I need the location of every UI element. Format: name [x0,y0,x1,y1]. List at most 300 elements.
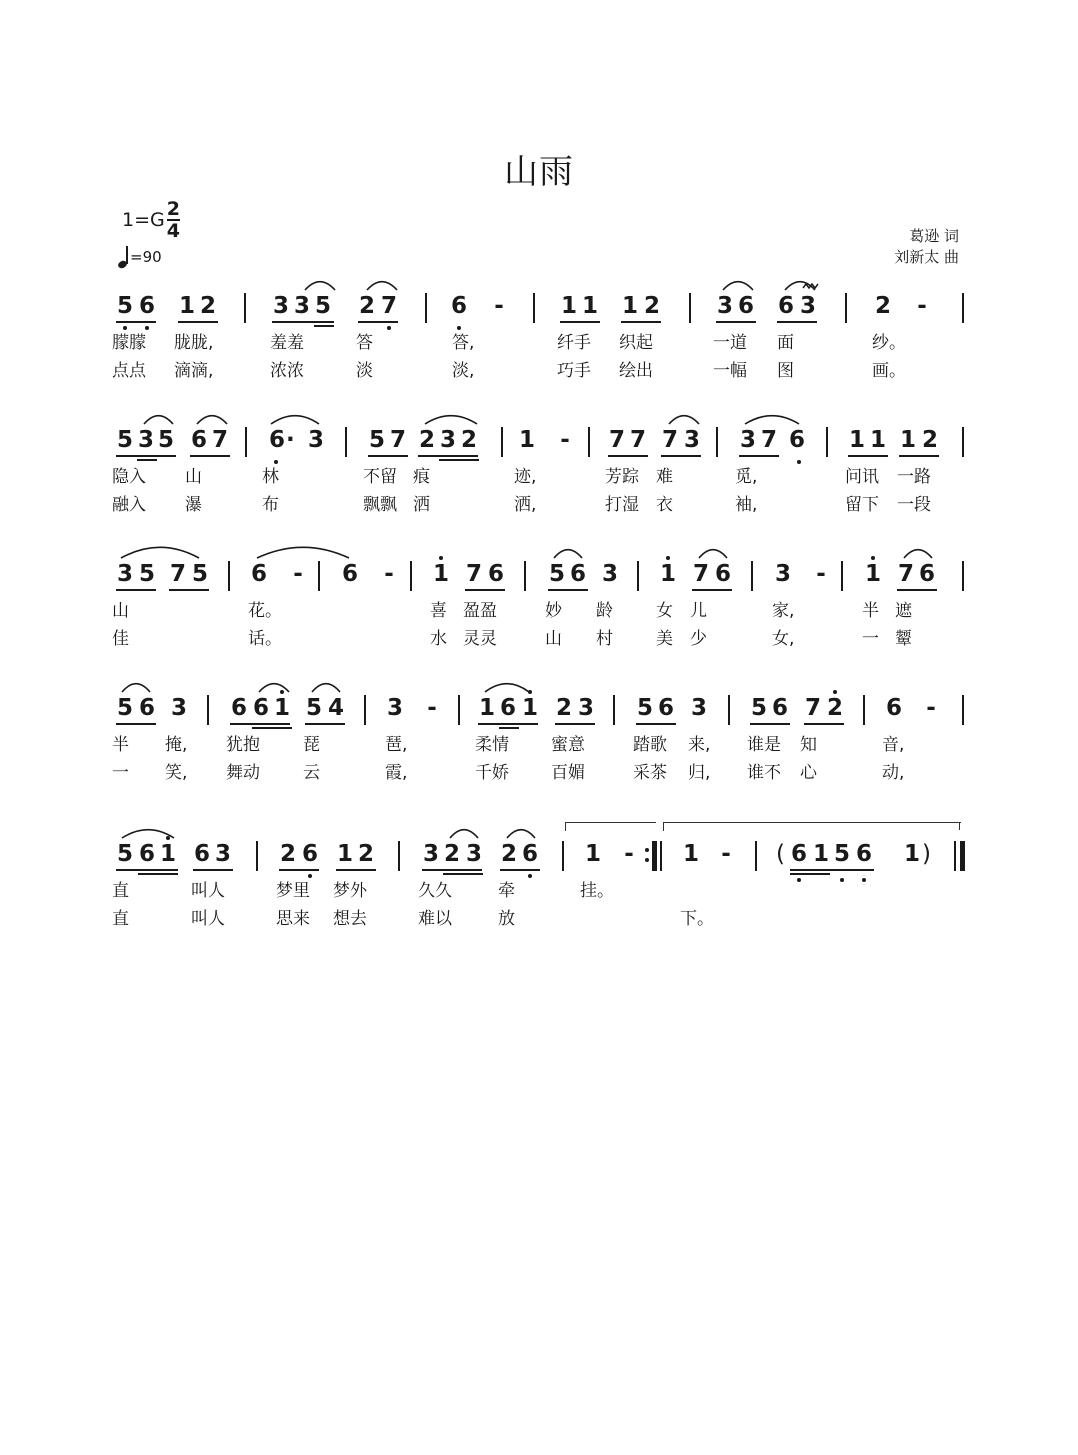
note: 6 [788,427,805,453]
lyric-verse-1: 纱。 [872,333,906,353]
duration-underline [804,723,844,725]
bar-line [207,695,209,725]
duration-underline [739,455,779,457]
note: 6 [918,561,935,587]
lyric-verse-2: 千娇 [475,763,509,783]
octave-dot [528,874,532,878]
lyric-verse-2: 浓浓 [270,361,304,381]
note: 2 [358,293,375,319]
lyric-verse-1: 梦里 [276,881,310,901]
lyric-verse-1: 半 [112,735,129,755]
lyric-verse-1: 女 [656,601,673,621]
note: 6 [657,695,674,721]
note: 1 [159,841,176,867]
bar-line [245,427,247,457]
note: 7 [804,695,821,721]
key-signature [122,200,180,240]
duration-underline [621,321,661,323]
bar-line [244,293,246,323]
lyric-verse-2: 佳 [112,629,129,649]
lyric-verse-2: 瀑 [185,495,202,515]
note: - [384,561,394,587]
note: 6 [268,427,285,453]
note: 2 [874,293,891,319]
lyric-verse-2: 一段 [897,495,931,515]
slur [698,548,728,559]
duration-underline [750,723,790,725]
composer-credit: 刘新太 曲 [894,248,959,266]
note: 5 [116,695,133,721]
lyric-verse-1: 音, [882,735,905,755]
duration-underline [560,321,600,323]
lyric-verse-1: 谁是 [747,735,781,755]
duration-underline [777,321,817,323]
bar-line [845,293,847,323]
note: 2 [826,695,843,721]
lyric-verse-1: 一路 [897,467,931,487]
duration-underline [314,325,334,327]
note: - [624,841,634,867]
lyric-verse-2: 巧手 [557,361,591,381]
lyric-verse-1: 难 [656,467,673,487]
slur [506,828,536,839]
note: 1 [518,427,535,453]
lyric-verse-2: 山 [545,629,562,649]
time-bottom: 4 [166,220,180,242]
lyric-verse-2: 一幅 [713,361,747,381]
note: 5 [368,427,385,453]
song-title: 山雨 [504,152,574,192]
bar-line [716,427,718,457]
note: 2 [921,427,938,453]
duration-underline [848,455,888,457]
lyric-verse-2: 灵灵 [463,629,497,649]
lyric-verse-1: 踏歌 [633,735,667,755]
lyric-verse-2: 融入 [112,495,146,515]
duration-underline [169,589,209,591]
lyric-verse-2: 画。 [872,361,906,381]
slur [722,280,754,291]
final-bar-line [954,841,956,871]
note: 1 [682,841,699,867]
lyric-verse-2: 话。 [248,629,282,649]
lyric-verse-1: 纤手 [557,333,591,353]
credits [894,226,959,268]
note: 1 [581,293,598,319]
note: 3 [799,293,816,319]
duration-underline [418,455,478,457]
lyric-verse-2: 图 [777,361,794,381]
note: 5 [548,561,565,587]
note: 7 [661,427,678,453]
lyric-verse-1: 梦外 [333,881,367,901]
note: 6 [190,427,207,453]
lyric-verse-2: 直 [112,909,129,929]
note: 3 [716,293,733,319]
lyric-verse-1: 林 [262,467,279,487]
duration-underline [500,869,540,871]
note: 1 [903,841,920,867]
lyric-verse-2: 叫人 [191,909,225,929]
bar-line [533,293,535,323]
note: 3 [170,695,187,721]
lyric-verse-2: 霞, [385,763,408,783]
lyric-verse-2: 百媚 [551,763,585,783]
bar-line [962,427,964,457]
note: 6 [252,695,269,721]
lyric-verse-1: 答 [356,333,373,353]
lyric-verse-2: 难以 [418,909,452,929]
lyric-verse-1: 家, [772,601,795,621]
volta-2-end [959,822,960,830]
bar-line [501,427,503,457]
duration-underline [368,455,408,457]
note: 2 [418,427,435,453]
lyricist-credit: 葛逊 词 [909,227,959,245]
duration-underline [465,589,505,591]
slur [256,545,350,559]
duration-underline [116,589,156,591]
note: 3 [214,841,231,867]
slur [903,548,933,559]
lyric-verse-2: 滴滴, [174,361,214,381]
lyric-verse-1: 问讯 [845,467,879,487]
lyric-verse-2: 洒, [514,495,537,515]
note: - [926,695,936,721]
lyric-verse-1: 朦朦 [112,333,146,353]
bar-line [256,841,258,871]
lyric-verse-1: 隐入 [112,467,146,487]
note: 3 [601,561,618,587]
lyric-verse-1: 痕 [413,467,430,487]
note: 1 [273,695,290,721]
duration-underline [499,727,519,729]
octave-dot [145,326,149,330]
time-signature [167,200,180,240]
lyric-verse-2: 洒 [413,495,430,515]
note: 6 [885,695,902,721]
note: 6 [450,293,467,319]
slur [424,414,478,425]
lyric-verse-2: 少 [690,629,707,649]
lyric-verse-2: 下。 [680,909,714,929]
lyric-verse-2: 淡, [452,361,475,381]
duration-underline [178,321,218,323]
bar-line [962,695,964,725]
lyric-verse-1: 来, [688,735,711,755]
lyric-verse-2: 想去 [333,909,367,929]
lyric-verse-1: 妙 [545,601,562,621]
lyric-verse-2: 动, [882,763,905,783]
note: 5 [314,293,331,319]
duration-underline [336,869,376,871]
note: 3 [683,427,700,453]
bar-line [524,561,526,591]
lyric-verse-2: 谁不 [747,763,781,783]
note: - [560,427,570,453]
lyric-verse-1: 柔情 [475,735,509,755]
octave-dot [797,460,801,464]
lyric-verse-1: 琵 [303,735,320,755]
note: 2 [555,695,572,721]
duration-underline [555,723,595,725]
note: 7 [211,427,228,453]
duration-underline [636,723,676,725]
duration-underline [716,321,756,323]
lyric-verse-2: 飘飘 [363,495,397,515]
octave-dot [123,326,127,330]
note: 6 [138,293,155,319]
slur [258,682,290,693]
duration-underline [116,723,156,725]
note: 7 [897,561,914,587]
duration-underline [548,589,588,591]
note: 7 [465,561,482,587]
duration-underline [252,727,292,729]
duration-underline [138,873,178,875]
note: 5 [157,427,174,453]
note: 7 [380,293,397,319]
note: 2 [357,841,374,867]
lyric-verse-1: 喜 [430,601,447,621]
bar-line [228,561,230,591]
duration-underline [116,321,156,323]
lyric-verse-1: 山 [112,601,129,621]
bar-line [962,293,964,323]
note: 1 [560,293,577,319]
duration-underline [899,455,939,457]
octave-dot [833,690,837,694]
note: 6 [193,841,210,867]
note: 6 [855,841,872,867]
note: 6 [341,561,358,587]
duration-underline [190,455,230,457]
lyric-verse-1: 龄 [596,601,613,621]
volta-2 [663,822,961,831]
bar-line [962,561,964,591]
note: 3 [422,841,439,867]
note: 2 [460,427,477,453]
lyric-verse-1: 山 [185,467,202,487]
note: - [494,293,504,319]
note: 6 [569,561,586,587]
paren-close: ) [922,841,931,867]
dot-mark: · [286,427,295,453]
duration-underline [305,723,345,725]
lyric-verse-1: 半 [862,601,879,621]
bar-line [345,427,347,457]
lyric-verse-2: 村 [596,629,613,649]
note: 7 [389,427,406,453]
note: 6 [250,561,267,587]
lyric-verse-2: 衣 [656,495,673,515]
lyric-verse-1: 一道 [713,333,747,353]
bar-line [826,427,828,457]
bar-line [613,695,615,725]
lyric-verse-2: 云 [303,763,320,783]
note: 5 [750,695,767,721]
bar-line [841,561,843,591]
note: - [427,695,437,721]
lyric-verse-2: 舞动 [226,763,260,783]
duration-underline [272,321,334,323]
note: 6 [487,561,504,587]
note: 6 [777,293,794,319]
slur [270,414,320,425]
duration-underline [443,873,483,875]
lyric-verse-2: 一 [862,629,879,649]
duration-underline [358,321,398,323]
lyric-verse-2: 思来 [276,909,310,929]
duration-underline [137,459,157,461]
bar-line [398,841,400,871]
duration-underline [661,455,701,457]
lyric-verse-1: 犹抱 [226,735,260,755]
bar-line [755,841,757,871]
bar-line [588,427,590,457]
slur [143,414,174,425]
note: 4 [327,695,344,721]
lyric-verse-1: 蜜意 [551,735,585,755]
lyric-verse-1: 面 [777,333,794,353]
lyric-verse-1: 叫人 [191,881,225,901]
slur [196,414,228,425]
note: 1 [621,293,638,319]
note: 6 [737,293,754,319]
lyric-verse-1: 迹, [514,467,537,487]
note: 2 [199,293,216,319]
note: 7 [608,427,625,453]
note: 3 [465,841,482,867]
note: 1 [432,561,449,587]
note: 6 [714,561,731,587]
slur [668,414,700,425]
octave-dot [274,460,278,464]
bar-line [425,293,427,323]
lyric-verse-2: 水 [430,629,447,649]
octave-dot [387,326,391,330]
note: 5 [116,293,133,319]
bar-line [637,561,639,591]
duration-underline [279,869,319,871]
lyric-verse-2: 绘出 [619,361,653,381]
lyric-verse-2: 心 [800,763,817,783]
note: 3 [577,695,594,721]
note: 5 [116,427,133,453]
note: 3 [690,695,707,721]
volta-1 [565,822,656,831]
bar-line [364,695,366,725]
lyric-verse-1: 挂。 [580,881,614,901]
octave-dot [308,874,312,878]
octave-dot [797,878,801,882]
note: 7 [692,561,709,587]
lyric-verse-2: 放 [498,909,515,929]
lyric-verse-1: 久久 [418,881,452,901]
note: 1 [869,427,886,453]
lyric-verse-1: 儿 [690,601,707,621]
note: 7 [760,427,777,453]
mordent-icon [802,282,820,290]
lyric-verse-2: 归, [688,763,711,783]
note: 2 [643,293,660,319]
note: 6 [301,841,318,867]
lyric-verse-1: 花。 [248,601,282,621]
note: 3 [307,427,324,453]
note: - [917,293,927,319]
lyric-verse-2: 颦 [895,629,912,649]
lyric-verse-2: 淡 [356,361,373,381]
bar-line [863,695,865,725]
slur [744,414,800,425]
slur [121,682,151,693]
note: 1 [659,561,676,587]
quarter-note-icon [118,246,130,268]
bar-line [728,695,730,725]
note: 5 [191,561,208,587]
note: 1 [178,293,195,319]
slur [484,682,530,693]
slur [121,828,175,839]
duration-underline [897,589,937,591]
repeat-bar-line [660,841,662,871]
duration-underline [608,455,648,457]
lyric-verse-1: 掩, [165,735,188,755]
duration-underline [193,869,233,871]
lyric-verse-1: 知 [800,735,817,755]
note: 1 [812,841,829,867]
note: 6 [790,841,807,867]
note: 6 [138,695,155,721]
note: 2 [443,841,460,867]
tempo-marking [118,246,162,268]
note: 3 [137,427,154,453]
note: 3 [439,427,456,453]
lyric-verse-1: 盈盈 [463,601,497,621]
octave-dot [840,878,844,882]
note: 2 [500,841,517,867]
lyric-verse-1: 不留 [363,467,397,487]
note: 3 [774,561,791,587]
octave-dot [862,878,866,882]
slur [311,682,341,693]
slur [366,280,398,291]
note: 3 [386,695,403,721]
bar-line [410,561,412,591]
lyric-verse-2: 留下 [845,495,879,515]
duration-underline [230,723,290,725]
note: 6 [521,841,538,867]
note: 6 [138,841,155,867]
lyric-verse-1: 牵 [498,881,515,901]
lyric-verse-2: 袖, [735,495,758,515]
lyric-verse-1: 羞羞 [270,333,304,353]
note: 7 [169,561,186,587]
note: 1 [899,427,916,453]
note: 5 [636,695,653,721]
lyric-verse-1: 遮 [895,601,912,621]
duration-underline [116,869,178,871]
lyric-verse-1: 织起 [619,333,653,353]
lyric-verse-1: 琶, [385,735,408,755]
note: 3 [116,561,133,587]
note: 2 [279,841,296,867]
lyric-verse-2: 点点 [112,361,146,381]
repeat-dot [645,858,649,862]
note: 1 [864,561,881,587]
time-top: 2 [166,198,180,220]
bar-line [562,841,564,871]
